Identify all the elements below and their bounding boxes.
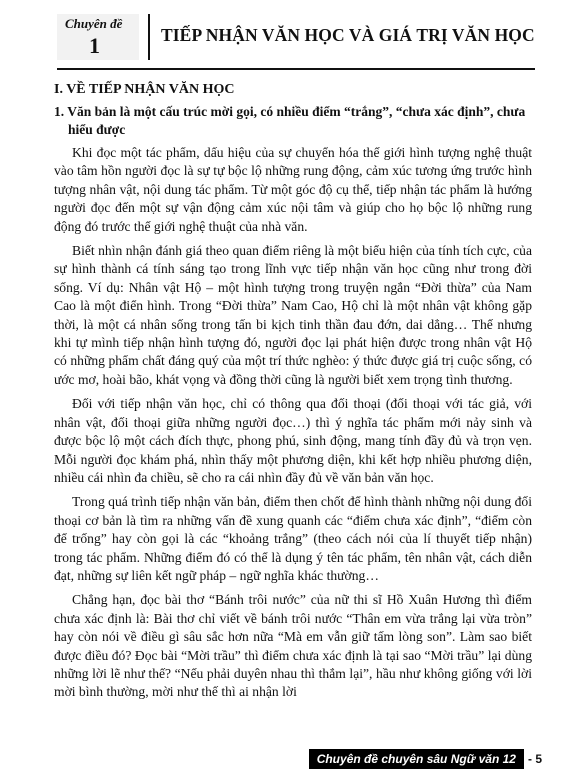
section-heading: I. VỀ TIẾP NHẬN VĂN HỌC (54, 82, 235, 97)
chapter-label: Chuyên đề (65, 16, 123, 31)
paragraph: Biết nhìn nhận đánh giá theo quan điểm riêng là một biểu hiện của tính tích cực, của sự hình thành cá tính sáng tạo trong lĩnh vực tiếp nhận văn học cũng như trong đời sống. Ví dụ: Nhân vật Hộ – một hình tượng trong truyện ngắn “Đời thừa” của Nam Cao là một điển hình. Trong “Đời thừa” Nam Cao, Hộ chỉ là một nhân vật không gặp thời, là một cá nhân sống trong tấn bi kịch tinh thần đau đớn, dai dẳng… Thế nhưng khi tự mình tiếp nhận hình tượng đó, người đọc lại phát hiện được trong nhân vật Hộ có những phẩm chất đáng quý của một trí thức nghèo: ý thức được giá trị cuộc sống, có ước mơ, hoài bão, khát vọng và đồng thời cũng là người biết xem trọng tình thương. (54, 243, 532, 387)
paragraph: Chẳng hạn, đọc bài thơ “Bánh trôi nước” của nữ thi sĩ Hồ Xuân Hương thì điểm chưa xác định là: Bài thơ chỉ viết về bánh trôi nước “Thân em vừa trắng lại vừa tròn” hay còn nói về điều gì sâu sắc hơn nữa “Mà em vẫn giữ tấm lòng son”. Làm sao biết được điều đó? Đọc bài “Mời trầu” thì điểm chưa xác định là tại sao “Mời trầu” lại dùng những lời lẽ như thế? “Nếu phải duyên nhau thì thắm lại”, hầu như không giống với lời mời bình thường, mời như thế thì ai nhận lời (54, 592, 532, 700)
chapter-header (57, 14, 535, 60)
footer-book-title: Chuyên đề chuyên sâu Ngữ văn 12 (309, 749, 524, 769)
header-divider (148, 14, 150, 60)
chapter-title: TIẾP NHẬN VĂN HỌC VÀ GIÁ TRỊ VĂN HỌC (161, 25, 535, 45)
subheading: 1. Văn bản là một cấu trúc mời gọi, có nhiều điểm “trắng”, “chưa xác định”, chưa hiểu được (54, 104, 526, 137)
chapter-badge (57, 14, 139, 60)
paragraph: Trong quá trình tiếp nhận văn bản, điểm then chốt để hình thành những nội dung đối thoại cơ bản là tìm ra những vấn đề xung quanh các “điểm chưa xác định”, “điểm còn để trống” hay còn gọi là các “khoảng trắng” (theo cách nói của lí thuyết tiếp nhận) trong tác phẩm. Những điểm đó có thể là dụng ý tên tác phẩm, tên nhân vật, cách diễn đạt, những sự liên kết ngữ pháp – ngữ nghĩa khác thường… (54, 494, 532, 583)
page-footer (309, 748, 542, 770)
main-content (54, 80, 532, 702)
header-rule (57, 68, 535, 70)
paragraph: Khi đọc một tác phẩm, dấu hiệu của sự chuyển hóa thế giới hình tượng nghệ thuật vào tâm hồn người đọc là sự tự bộc lộ những rung động, cảm xúc tương ứng trước hình tượng nhân vật, nội dung tác phẩm. Từ một góc độ cụ thể, tiếp nhận tác phẩm là hướng người đọc đến một sự vận động cảm xúc nội tâm và giúp cho họ bộc lộ những rung động đó trước thế giới nghệ thuật của nhà văn. (54, 145, 532, 234)
chapter-number: 1 (89, 33, 100, 58)
paragraph: Đối với tiếp nhận văn học, chỉ có thông qua đối thoại (đối thoại với tác giả, với nhân vật, đối thoại giữa những người đọc…) thì ý nghĩa tác phẩm mới nảy sinh và được bộc lộ một cách đích thực, phong phú, sinh động, mang tính đầy đủ và trọn vẹn. Mỗi người đọc khám phá, nhìn thấy một phương diện, khi kết hợp nhiều phương diện, nhiều cái nhìn đa chiều, sẽ cho ra cái nhìn đầy đủ về văn bản văn học. (54, 396, 532, 485)
page-number: - 5 (527, 752, 542, 766)
